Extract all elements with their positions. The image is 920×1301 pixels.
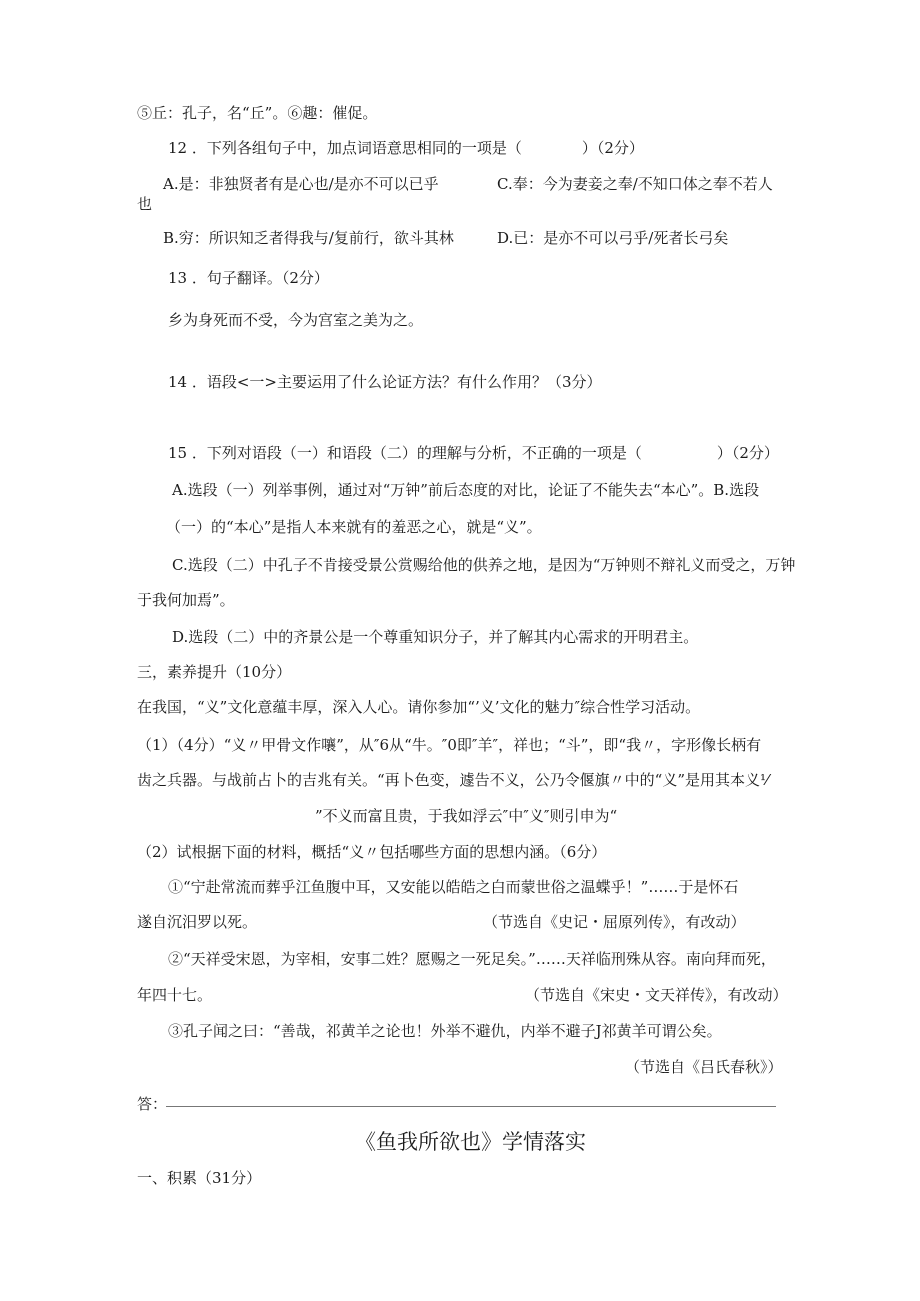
sub-question-1-cont: 齿之兵器。与战前占卜的吉兆有关。“再卜色变，遽告不义，公乃令偃旗〃中的“义”是用其本义⅟: [137, 771, 769, 789]
material-1-cont: 遂自沉汨罗以死。: [137, 913, 258, 931]
sub-question-1: （1）（4分）“义〃甲骨文作嚷”，从″6从“牛。″0即″羊″，祥也；“斗”，即“我〃，字形像长柄有: [137, 736, 762, 754]
material-1-source: （节选自《史记・屈原列传》，有改动）: [483, 913, 746, 931]
option-15-d: D.选段（二）中的齐景公是一个尊重知识分子，并了解其内心需求的开明君主。: [172, 628, 699, 646]
option-12-b: B.穷：所识知乏者得我与/复前行，欲斗其林: [163, 229, 454, 247]
material-2: ②“天祥受宋恩，为宰相，安事二姓？愿赐之一死足矣。”……天祥临刑殊从容。南向拜而死，: [168, 950, 776, 968]
option-12-a: A.是：非独贤者有是心也/是亦不可以已乎: [163, 175, 439, 193]
material-1: ①“宁赴常流而葬乎江鱼腹中耳，又安能以皓皓之白而蒙世俗之温蝶乎！”……于是怀石: [168, 878, 739, 896]
option-15-a: A.选段（一）列举事例，通过对“万钟”前后态度的对比，论证了不能失去“本心”。B.选段: [172, 481, 760, 499]
option-12-d: D.已：是亦不可以弓乎/死者长弓矣: [497, 229, 729, 247]
option-15-b: （一）的“本心”是指人本来就有的羞恶之心，就是“义”。: [166, 518, 542, 536]
option-12-c-cont: 也: [137, 195, 153, 213]
material-2-cont: 年四十七。: [137, 986, 213, 1004]
question-14: 14 ．语段<一>主要运用了什么论证方法？有什么作用？（3分）: [168, 373, 602, 391]
option-15-c-cont: 于我何加焉”。: [137, 591, 235, 609]
sub-question-2: （2）试根据下面的材料，概括“义〃包括哪些方面的思想内涵。（6分）: [137, 843, 607, 861]
option-15-c: C.选段（二）中孔子不肯接受景公赏赐给他的供养之地，是因为“万钟则不辩礼义而受之，万钟: [172, 556, 796, 574]
section-3-heading: 三，素养提升（10分）: [137, 663, 292, 681]
question-12: 12 ．下列各组句子中，加点词语意思相同的一项是（ ）（2分）: [168, 139, 644, 157]
material-3: ③孔子闻之曰：“善哉，祁黄羊之论也！外举不避仇，内举不避子J祁黄羊可谓公矣。: [168, 1022, 722, 1040]
section-1-heading: 一、积累（31分）: [137, 1169, 262, 1187]
material-3-source: （节选自《吕氏春秋》）: [625, 1058, 783, 1076]
section-title: 《鱼我所欲也》学情落实: [355, 1130, 586, 1154]
question-13: 13 ．句子翻译。（2分）: [168, 269, 329, 287]
answer-line[interactable]: [166, 1106, 776, 1107]
question-15: 15 ．下列对语段（一）和语段（二）的理解与分析，不正确的一项是（ ）（2分）: [168, 444, 779, 462]
answer-label: 答：: [137, 1095, 168, 1113]
section-3-intro: 在我国，“义”文化意蕴丰厚，深入人心。请你参加“’义’文化的魅力″综合性学习活动。: [137, 698, 701, 716]
question-13-sentence: 乡为身死而不受，今为宫室之美为之。: [168, 311, 424, 329]
sub-question-1-cont2: ”不义而富且贵，于我如浮云″中″义″则引申为“: [315, 807, 618, 825]
material-2-source: （节选自《宋史・文天祥传》，有改动）: [525, 986, 788, 1004]
option-12-c: C.奉：今为妻妾之奉/不知口体之奉不若人: [497, 175, 773, 193]
footnote-line: ⑤丘：孔子，名“丘”。⑥趣：催促。: [137, 104, 378, 122]
